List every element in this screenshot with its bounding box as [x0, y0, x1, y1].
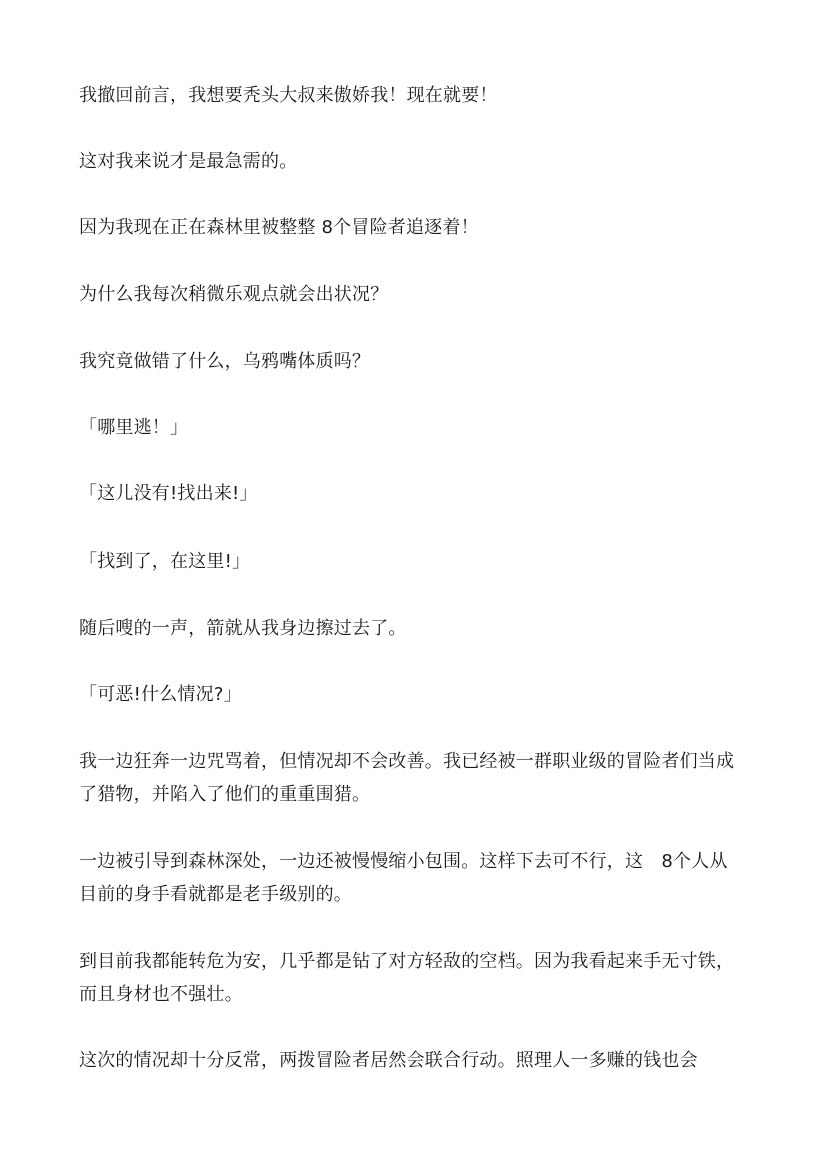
paragraph: 这对我来说才是最急需的。 [79, 151, 298, 172]
dialogue-line: 「这儿没有!找出来!」 [79, 483, 258, 504]
paragraph: 我一边狂奔一边咒骂着，但情况却不会改善。我已经被一群职业级的冒险者们当成了猎物，并陷入了他们的重重围猎。 [79, 751, 735, 805]
dialogue-line: 「可恶!什么情况?」 [79, 684, 242, 705]
paragraph: 我究竟做错了什么，乌鸦嘴体质吗？ [79, 351, 371, 372]
paragraph: 一边被引导到森林深处，一边还被慢慢缩小包围。这样下去可不行，这 8个人从目前的身手看就都是老手级别的。 [79, 851, 728, 905]
paragraph: 到目前我都能转危为安，几乎都是钻了对方轻敌的空档。因为我看起来手无寸铁，而且身材也不强壮。 [79, 951, 735, 1005]
dialogue-line: 「哪里逃！」 [79, 417, 189, 438]
paragraph: 随后嗖的一声，箭就从我身边擦过去了。 [79, 618, 407, 639]
dialogue-line: 「找到了，在这里!」 [79, 551, 251, 572]
paragraph: 这次的情况却十分反常，两拨冒险者居然会联合行动。照理人一多赚的钱也会 [79, 1050, 698, 1071]
paragraph: 我撤回前言，我想要秃头大叔来傲娇我！现在就要！ [79, 85, 498, 106]
paragraph: 因为我现在正在森林里被整整 8个冒险者追逐着！ [79, 217, 479, 238]
paragraph: 为什么我每次稍微乐观点就会出状况？ [79, 284, 389, 305]
